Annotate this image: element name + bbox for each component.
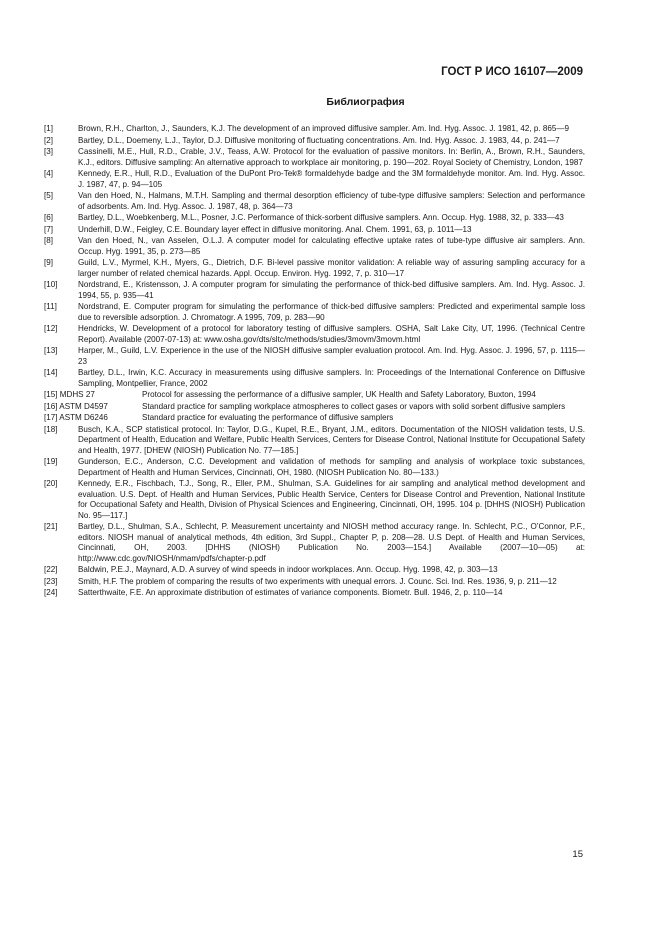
reference-number: [21] (44, 522, 58, 531)
reference-item (44, 402, 585, 413)
reference-text: Smith, H.F. The problem of comparing the results of two experiments with unequal errors. J. Counc. Sci. Ind. Res. 1936, 9, p. 211—12 (78, 576, 557, 586)
reference-item (44, 346, 585, 367)
reference-number: [11] (44, 302, 57, 311)
reference-text: Underhill, D.W., Feigley, C.E. Boundary layer effect in diffusive monitoring. Anal. Chem. 1991, 63, p. 1011—13 (78, 224, 472, 234)
reference-text: Standard practice for evaluating the performance of diffusive samplers (142, 413, 394, 422)
reference-item (44, 324, 585, 345)
reference-number: [16] ASTM D4597 (44, 401, 108, 411)
bibliography-list (44, 124, 585, 600)
reference-item (44, 479, 585, 521)
reference-item (44, 457, 585, 478)
reference-item (44, 522, 585, 564)
reference-text: Busch, K.A., SCP statistical protocol. In: Taylor, D.G., Kupel, R.E., Bryant, J.M., editors. Documentation of the NIOSH validation tests, U.S. Department of Health, Education and Welfare, Public Health Services, Centers for Disease Control, National Institute for Occupational Safety and Health, 1977. [DHEW (NIOSH) Publication No. 77—185.] (78, 424, 585, 455)
reference-text: Brown, R.H., Charlton, J., Saunders, K.J. The development of an improved diffusive sampler. Am. Ind. Hyg. Assoc. J. 1981, 42, p. 865—9 (78, 124, 569, 133)
reference-text: Bartley, D.L., Woebkenberg, M.L., Posner, J.C. Performance of thick-sorbent diffusive samplers. Ann. Occup. Hyg. 1988, 32, p. 333—43 (78, 213, 564, 222)
reference-text: Protocol for assessing the performance of a diffusive sampler, UK Health and Safety Laboratory, Buxton, 1994 (142, 390, 536, 399)
reference-number: [9] (44, 258, 53, 267)
reference-item (44, 136, 585, 147)
reference-number: [15] MDHS 27 (44, 390, 95, 399)
reference-number: [23] (44, 576, 58, 586)
reference-text: Baldwin, P.E.J., Maynard, A.D. A survey of wind speeds in indoor workplaces. Ann. Occup. Hyg. 1998, 42, p. 303—13 (78, 565, 498, 574)
reference-item (44, 413, 585, 424)
reference-text: Van den Hoed, N., Halmans, M.T.H. Sampling and thermal desorption efficiency of tube-type diffusive samplers: Selection and performance of adsorbents. Am. Ind. Hyg. Assoc. J. 1987, 48, p. 364—73 (78, 191, 585, 211)
reference-number: [8] (44, 236, 53, 245)
reference-item (44, 213, 585, 224)
reference-item (44, 302, 585, 323)
reference-number: [22] (44, 565, 58, 574)
reference-item (44, 225, 585, 236)
reference-number: [6] (44, 213, 53, 222)
reference-item (44, 236, 585, 257)
reference-item (44, 588, 585, 599)
reference-item (44, 390, 585, 401)
reference-item (44, 147, 585, 168)
reference-item (44, 577, 585, 588)
reference-number: [18] (44, 424, 58, 434)
reference-item (44, 368, 585, 389)
reference-text: Van den Hoed, N., van Asselen, O.L.J. A computer model for calculating effective uptake rates of tube-type diffusive air samplers. Ann. Occup. Hyg. 1991, 35, p. 273—85 (78, 236, 585, 256)
reference-number: [4] (44, 169, 53, 178)
reference-item (44, 565, 585, 576)
reference-number: [7] (44, 224, 53, 234)
reference-text: Harper, M., Guild, L.V. Experience in the use of the NIOSH diffusive sampler evaluation protocol. Am. Ind. Hyg. Assoc. J. 1996, 57, p. 1115—23 (78, 346, 585, 366)
reference-text: Satterthwaite, F.E. An approximate distribution of estimates of variance components. Biometr. Bull. 1946, 2, p. 110—14 (78, 588, 503, 597)
reference-text: Nordstrand, E., Kristensson, J. A computer program for simulating the performance of thick-bed diffusive samplers. Am. Ind. Hyg. Assoc. J. 1994, 55, p. 935—41 (78, 280, 585, 300)
reference-text: Bartley, D.L., Irwin, K.C. Accuracy in measurements using diffusive samplers. In: Proceedings of the International Conference on Diffusive Sampling, Montpellier, France, 2002 (78, 368, 585, 388)
reference-text: Standard practice for sampling workplace atmospheres to collect gases or vapors with solid sorbent diffusive samplers (142, 401, 566, 411)
reference-item (44, 191, 585, 212)
document-code: ГОСТ Р ИСО 16107—2009 (441, 66, 583, 78)
reference-text: Bartley, D.L., Doemeny, L.J., Taylor, D.J. Diffusive monitoring of fluctuating concentrations. Am. Ind. Hyg. Assoc. J. 1983, 44, p. 241—7 (78, 135, 560, 145)
reference-text: Nordstrand, E. Computer program for simulating the performance of thick-bed diffusive samplers: Predicted and experimental sample loss due to reversible adsorption. J. Chromatogr. A 1995, 709, p. 283—90 (78, 302, 585, 322)
reference-number: [2] (44, 135, 53, 145)
reference-text: Kennedy, E.R., Hull, R.D., Evaluation of the DuPont Pro-Tek® formaldehyde badge and the 3M formaldehyde monitor. Am. Ind. Hyg. Assoc. J. 1987, 47, p. 94—105 (78, 169, 585, 189)
reference-number: [1] (44, 124, 53, 133)
reference-number: [12] (44, 324, 58, 333)
reference-number: [10] (44, 280, 58, 289)
page-title: Библиография (326, 96, 405, 108)
reference-text: Gunderson, E.C., Anderson, C.C. Development and validation of methods for sampling and analysis of workplace toxic substances, Department of Health and Human Services, Cincinnati, OH, 1980. (NIOSH Publication No. 80—133.) (78, 457, 585, 477)
reference-number: [20] (44, 479, 58, 488)
reference-number: [17] ASTM D6246 (44, 413, 108, 422)
reference-text: Cassinelli, M.E., Hull, R.D., Crable, J.V., Teass, A.W. Protocol for the evaluation of passive monitors. In: Berlin, A., Brown, R.H., Saunders, K.J., editors. Diffusive sampling: An alternative approach to workplace air monitoring, p. 190—202. Royal Society of Chemistry, London, 1987 (78, 147, 585, 167)
reference-item (44, 169, 585, 190)
reference-number: [13] (44, 346, 58, 355)
page-number: 15 (572, 849, 583, 860)
reference-number: [3] (44, 147, 53, 156)
reference-number: [24] (44, 588, 58, 597)
reference-item (44, 280, 585, 301)
reference-number: [19] (44, 457, 58, 466)
reference-number: [5] (44, 191, 53, 200)
reference-text: Guild, L.V., Myrmel, K.H., Myers, G., Dietrich, D.F. Bi-level passive monitor validation: A reliable way of assuring sampling accuracy for a larger number of related chemical hazards. Appl. Occup. Environ. Hyg. 1992, 7, p. 310—17 (78, 258, 585, 278)
reference-item (44, 258, 585, 279)
reference-text: Hendricks, W. Development of a protocol for laboratory testing of diffusive samplers. OSHA, Salt Lake City, UT, 1996. (Technical Centre Report). Available (2007-07-13) at: www.osha.gov/dts/sltc/methods/studies/3movm/3movm.html (78, 324, 585, 344)
reference-number: [14] (44, 368, 58, 377)
reference-item (44, 124, 585, 135)
reference-text: Kennedy, E.R., Fischbach, T.J., Song, R., Eller, P.M., Shulman, S.A. Guidelines for air sampling and analytical method development and evaluation. U.S. Dept. of Health and Human Services, Public Health Service, Centers for Disease Control and Prevention, National Institute for Occupational Safety and Health, Division of Physical Sciences and Engineering, Cincinnati, OH, 1995. 104 p. [DHHS (NIOSH) Publication No. 95—117.] (78, 479, 585, 520)
reference-item (44, 425, 585, 457)
reference-text: Bartley, D.L., Shulman, S.A., Schlecht, P. Measurement uncertainty and NIOSH method accuracy range. In. Schlecht, P.C., O’Connor, P.F., editors. NIOSH manual of analytical methods, 4th edition, 3rd Suppl., Chapter P, p. 208—28. U.S Dept. of Health and Human Services, Cincinnati, OH, 2003. [DHHS (NIOSH) Publication No. 2003—154.] Available (2007—10—05) at: http://www.cdc.gov/NIOSH/nmam/pdfs/chapter-p.pdf (78, 522, 585, 563)
